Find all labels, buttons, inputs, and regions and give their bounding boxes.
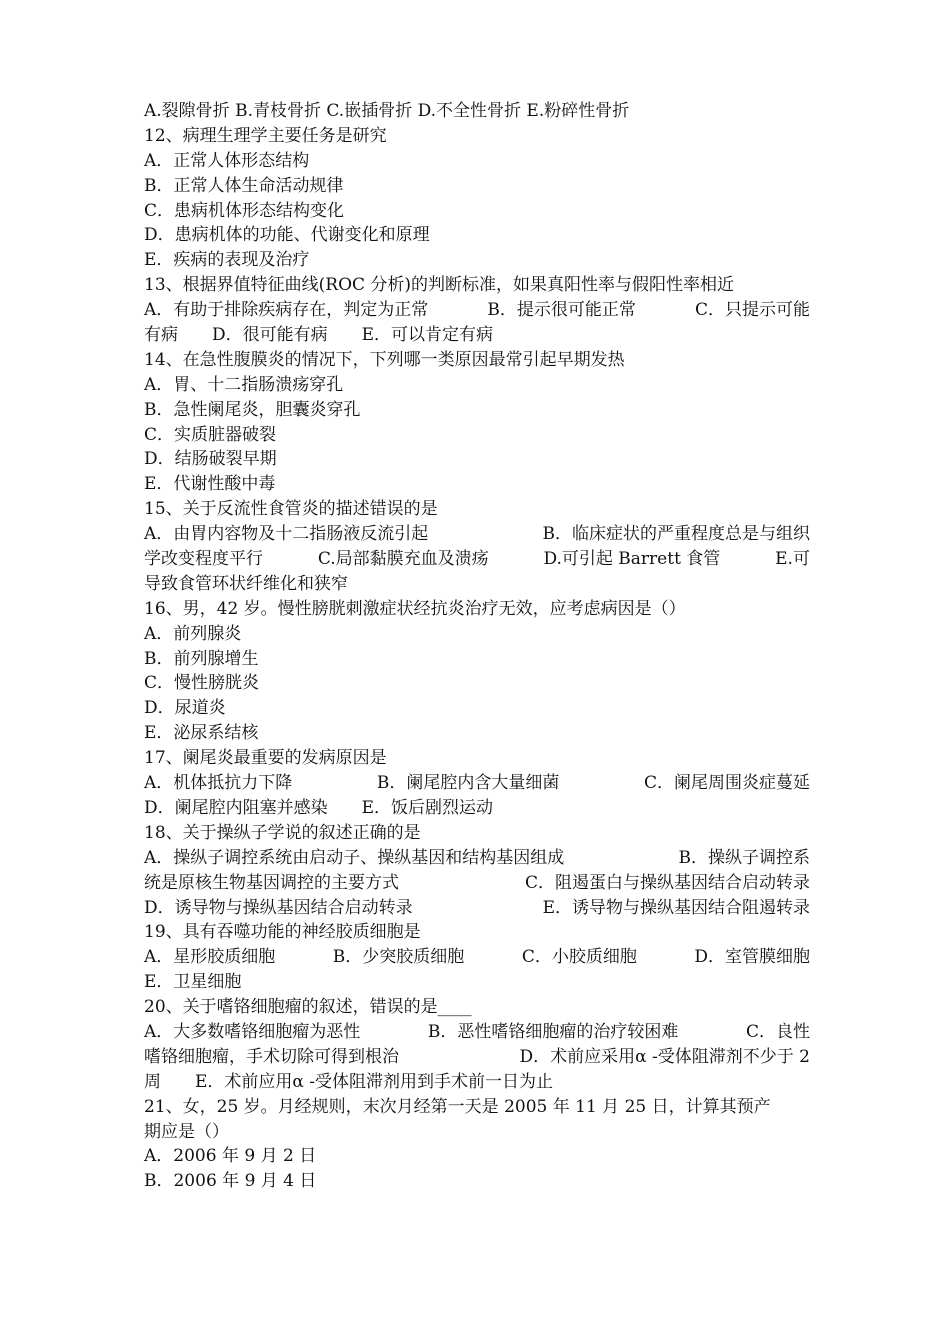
text-line: B．急性阑尾炎，胆囊炎穿孔	[144, 399, 361, 420]
text-line: 14、在急性腹膜炎的情况下，下列哪一类原因最常引起早期发热	[144, 349, 625, 370]
text-line: 18、关于操纵子学说的叙述正确的是	[144, 822, 421, 843]
text-line: D．尿道炎	[144, 698, 226, 719]
text-line	[144, 846, 810, 871]
text-segment: D.可引起 Barrett 食管	[543, 549, 721, 570]
text-line	[144, 771, 810, 796]
text-line: D．阑尾腔内阻塞并感染 E．饭后剧烈运动	[144, 797, 494, 818]
text-line: 15、关于反流性食管炎的描述错误的是	[144, 499, 438, 520]
text-line: E．泌尿系结核	[144, 723, 259, 744]
text-line: A．2006 年 9 月 2 日	[144, 1146, 317, 1167]
text-line	[144, 871, 810, 896]
text-line: E．疾病的表现及治疗	[144, 250, 310, 271]
text-segment: A．操纵子调控系统由启动子、操纵基因和结构基因组成	[144, 847, 565, 868]
text-line	[144, 522, 810, 547]
text-segment: E.可	[775, 549, 810, 570]
text-segment: A．大多数嗜铬细胞瘤为恶性	[144, 1021, 361, 1042]
text-segment: B．临床症状的严重程度总是与组织	[542, 524, 810, 545]
text-segment: C.局部黏膜充血及溃疡	[317, 549, 489, 570]
text-segment: C．良性	[745, 1021, 810, 1042]
text-line: C．患病机体形态结构变化	[144, 200, 345, 221]
text-segment: C．阻遏蛋白与操纵基因结合启动转录	[524, 872, 810, 893]
text-segment: B．少突胶质细胞	[332, 947, 465, 968]
text-line	[144, 896, 810, 921]
text-line: 16、男，42 岁。慢性膀胱刺激症状经抗炎治疗无效，应考虑病因是（）	[144, 598, 686, 619]
text-line	[144, 1020, 810, 1045]
text-line: D．患病机体的功能、代谢变化和原理	[144, 225, 430, 246]
text-line: 有病 D．很可能有病 E．可以肯定有病	[144, 325, 494, 346]
text-line: 19、具有吞噬功能的神经胶质细胞是	[144, 922, 421, 943]
text-line: C．实质脏器破裂	[144, 424, 277, 445]
text-line: A．正常人体形态结构	[144, 150, 310, 171]
text-line: C．慢性膀胱炎	[144, 673, 260, 694]
text-line	[144, 547, 810, 572]
text-line: 20、关于嗜铬细胞瘤的叙述，错误的是____	[144, 997, 472, 1018]
text-line: 期应是（）	[144, 1121, 229, 1142]
text-line: D．结肠破裂早期	[144, 449, 277, 470]
text-line: 导致食管环状纤维化和狭窄	[144, 573, 348, 594]
text-line: 17、阑尾炎最重要的发病原因是	[144, 748, 387, 769]
text-line	[144, 298, 810, 323]
text-segment: D．术前应采用α -受体阻滞剂不少于 2	[519, 1046, 810, 1067]
text-line: 12、病理生理学主要任务是研究	[144, 125, 387, 146]
text-line: A．胃、十二指肠溃疡穿孔	[144, 374, 344, 395]
text-segment: C．小胶质细胞	[521, 947, 637, 968]
text-line: B．2006 年 9 月 4 日	[144, 1171, 317, 1192]
text-segment: E．诱导物与操纵基因结合阻遏转录	[542, 897, 810, 918]
text-segment: B．恶性嗜铬细胞瘤的治疗较困难	[427, 1021, 679, 1042]
text-line: 21、女，25 岁。月经规则，末次月经第一天是 2005 年 11 月 25 日，计算其预产	[144, 1096, 771, 1117]
text-segment: C．只提示可能	[694, 300, 810, 321]
text-line: 13、根据界值特征曲线(ROC 分析)的判断标准，如果真阳性率与假阳性率相近	[144, 275, 735, 296]
text-segment: C．阑尾周围炎症蔓延	[643, 773, 810, 794]
text-segment: A．机体抵抗力下降	[144, 773, 293, 794]
text-segment: D．诱导物与操纵基因结合启动转录	[144, 897, 413, 918]
text-segment: A．星形胶质细胞	[144, 947, 276, 968]
text-line: A．前列腺炎	[144, 623, 242, 644]
document-body	[144, 99, 810, 1194]
text-line: 周 E．术前应用α -受体阻滞剂用到手术前一日为止	[144, 1071, 554, 1092]
text-segment: B．阑尾腔内含大量细菌	[376, 773, 560, 794]
text-line: E．卫星细胞	[144, 972, 242, 993]
text-segment: D．室管膜细胞	[694, 947, 810, 968]
text-segment: 学改变程度平行	[144, 549, 263, 570]
text-line: E．代谢性酸中毒	[144, 474, 276, 495]
text-segment: B．提示很可能正常	[487, 300, 636, 321]
text-line: A.裂隙骨折 B.青枝骨折 C.嵌插骨折 D.不全性骨折 E.粉碎性骨折	[144, 101, 630, 121]
text-segment: A．有助于排除疾病存在，判定为正常	[144, 300, 429, 321]
text-line: B．正常人体生命活动规律	[144, 175, 344, 196]
text-line	[144, 1045, 810, 1070]
text-segment: 统是原核生物基因调控的主要方式	[144, 872, 399, 893]
text-segment: 嗜铬细胞瘤，手术切除可得到根治	[144, 1046, 399, 1067]
text-line	[144, 945, 810, 970]
text-segment: B．操纵子调控系	[678, 847, 810, 868]
text-segment: A．由胃内容物及十二指肠液反流引起	[144, 524, 429, 545]
text-line: B．前列腺增生	[144, 648, 259, 669]
